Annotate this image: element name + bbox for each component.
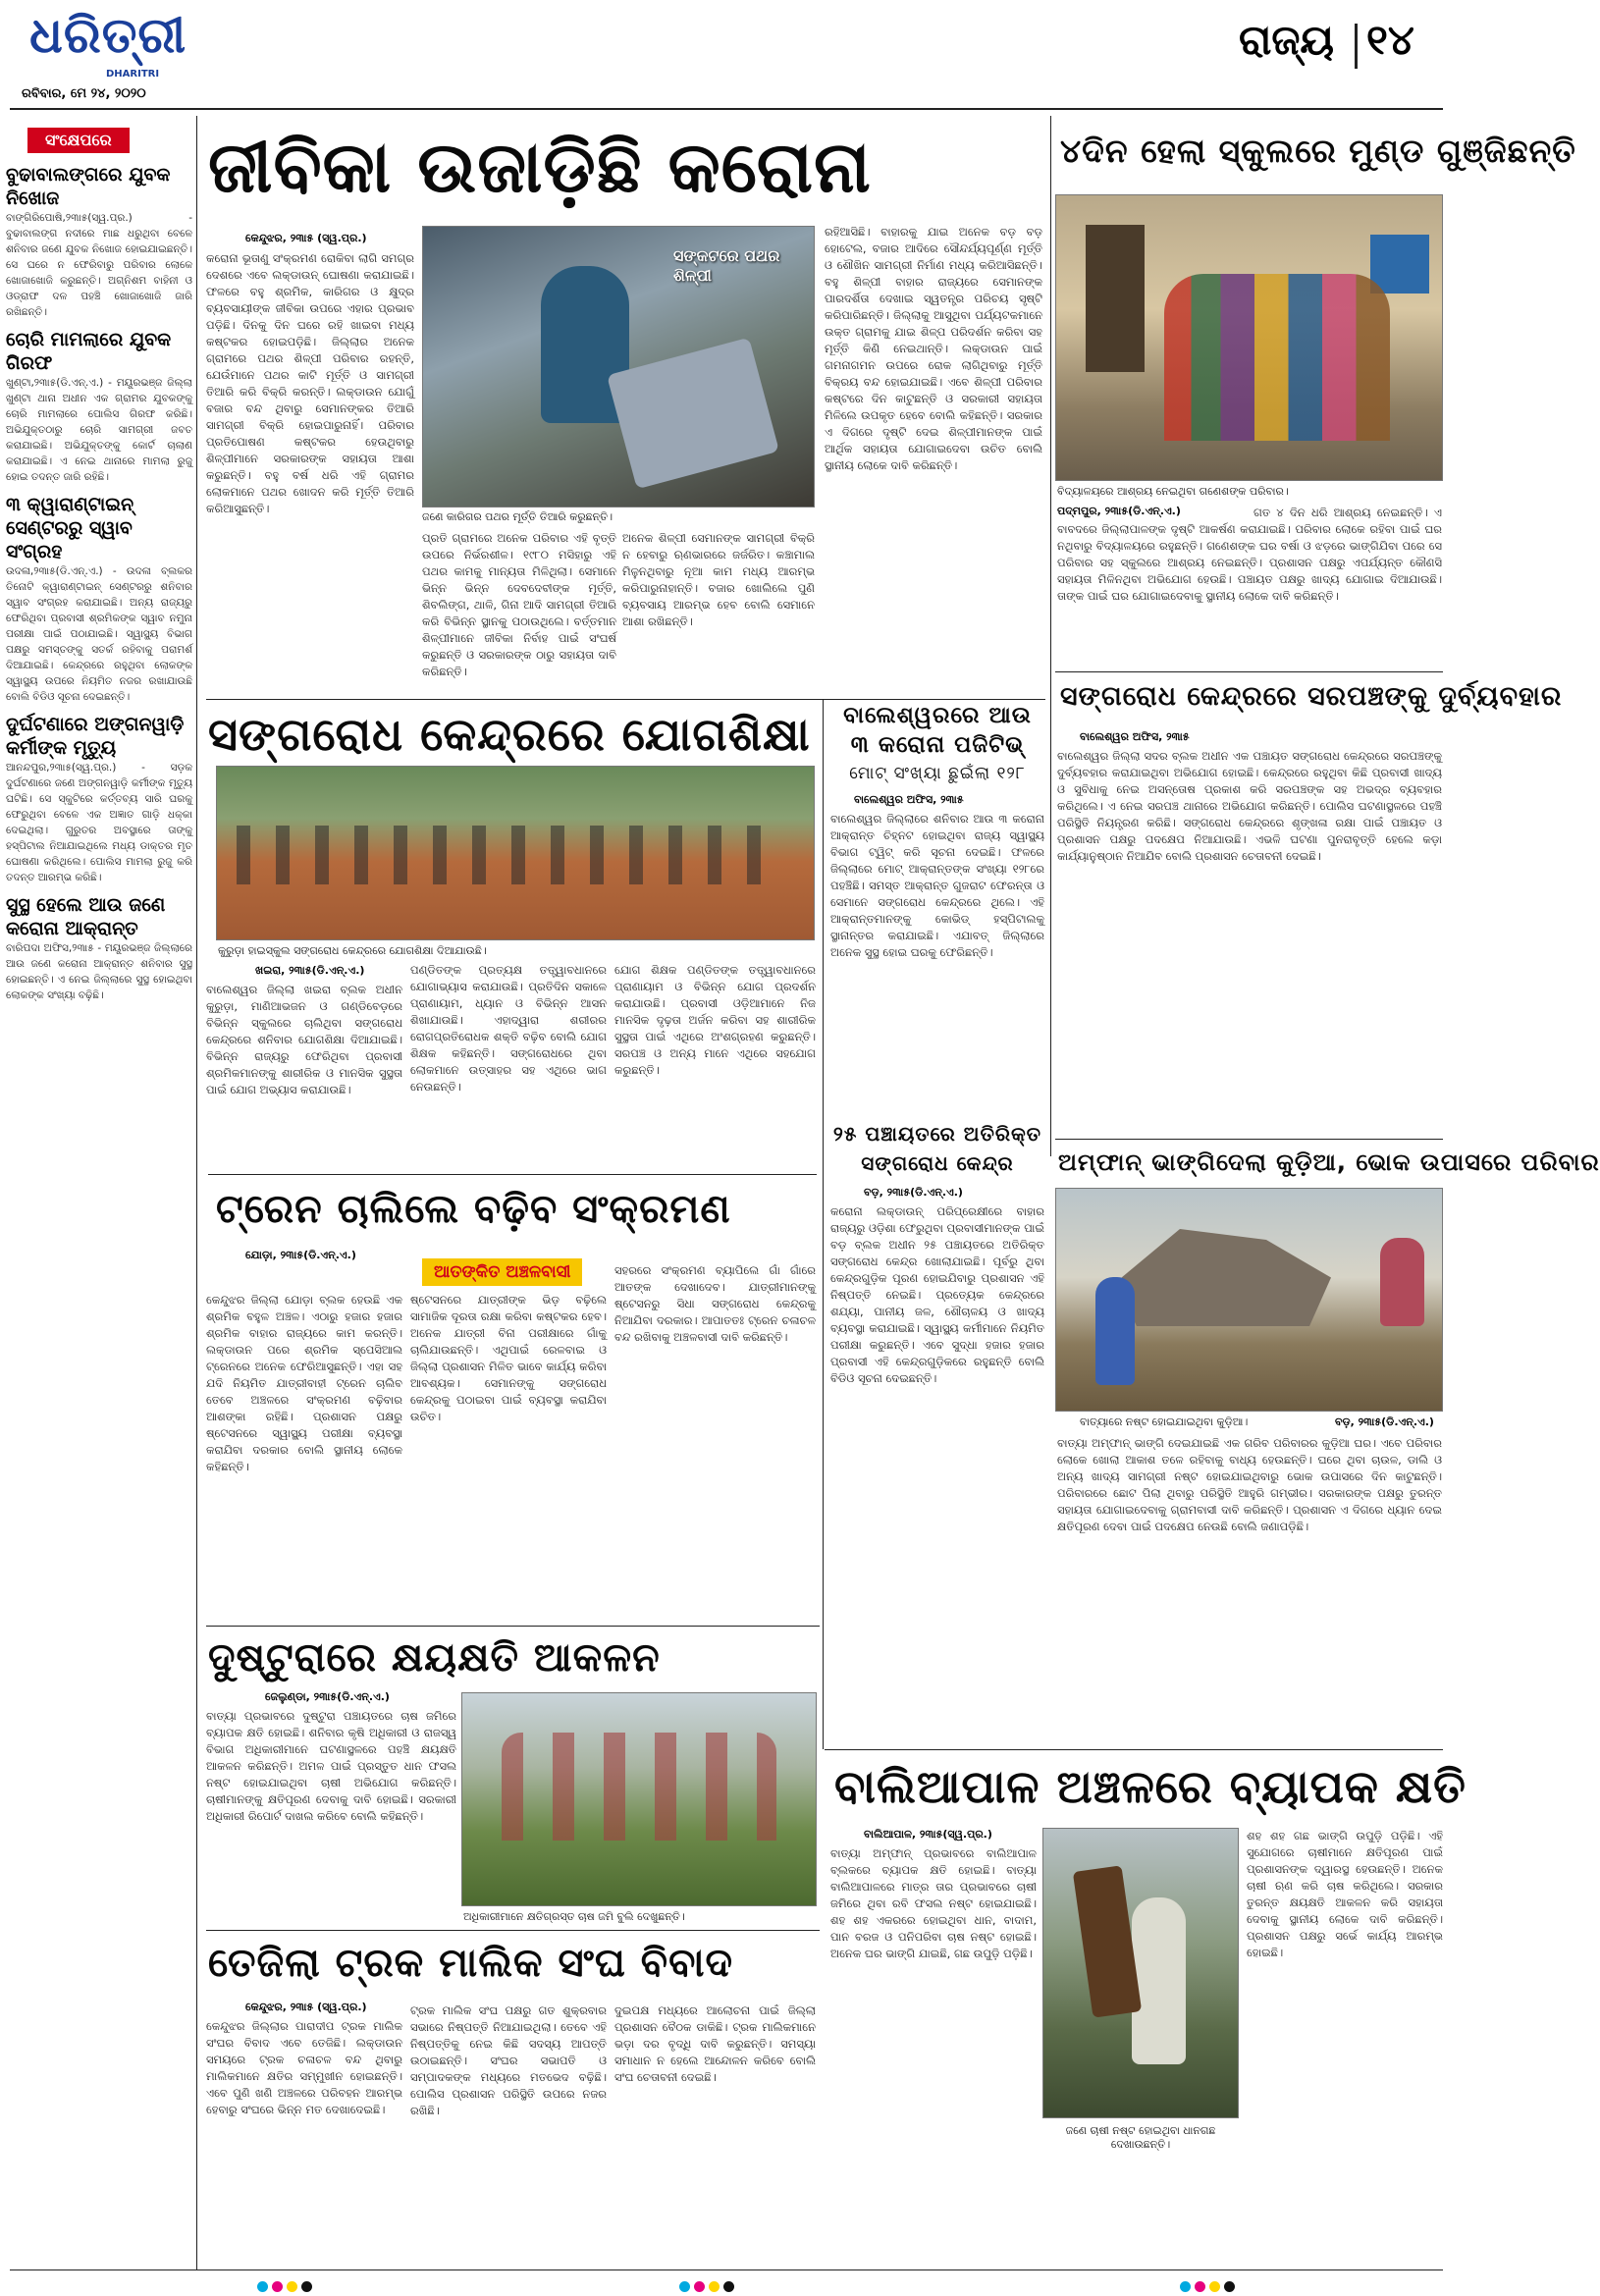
brief-text: ବାଙ୍ଗିରିପୋଷି,୨୩ା୫(ସ୍ୱ.ପ୍ର.) - ବୁଢାବାଲଙ୍ଗ ନଦୀରେ ମାଛ ଧରୁଥିବା ବେଳେ ଶନିବାର ଜଣେ ଯୁବକ ନିଖୋଜ ହୋଇଯାଇଛନ୍ତି। ସେ ଘରେ ନ ଫେରିବାରୁ ପରିବାର ଲୋକେ ଖୋଜାଖୋଜି କରୁଛନ୍ତି। ଅଗ୍ନିଶମ ବାହିନୀ ଓ ଓଡ୍ରାଫ ଦଳ ପହଞ୍ଚି ଖୋଜାଖୋଜି ଜାରି ରଖିଛନ୍ତି। [6,212,192,318]
color-dot [709,2281,720,2292]
collapsed-hut [1115,1218,1331,1326]
train-body-c: ସହରରେ ସଂକ୍ରମଣ ବ୍ୟାପିଲେ ଗାଁ ଗାଁରେ ଆତଙ୍କ ଦେଖାଦେବ। ଯାତ୍ରୀମାନଙ୍କୁ ଷ୍ଟେସନରୁ ସିଧା ସଙ୍ଗରୋଧ କେନ୍ଦ୍ରକୁ ନିଆଯିବା ଦରକାର। ଆପାତତଃ ଟ୍ରେନ ଚଳାଚଳ ବନ୍ଦ ରଖିବାକୁ ଅଞ୍ଚଳବାସୀ ଦାବି କରିଛନ୍ତି। [614,1263,816,1344]
main-dateline: କେନ୍ଦୁଝର, ୨୩ା୫ (ସ୍ୱ.ପ୍ର.) [245,232,367,244]
crop-headline: ଦୁଷ୍ଟୁରାରେ କ୍ଷୟକ୍ଷତି ଆକଳନ [208,1635,661,1681]
masthead [0,0,1450,116]
train-box [208,1174,817,1175]
yoga-body-c: ଯୋଗ ଶିକ୍ଷକ ପଣ୍ଡିତଙ୍କ ତତ୍ତ୍ୱାବଧାନରେ ପ୍ରାଣାୟାମ ଓ ବିଭିନ୍ନ ଯୋଗ ପ୍ରଦର୍ଶନ କରାଯାଉଛି। ପ୍ରବାସୀ ଓଡ଼ିଆମାନେ ନିଜ ମାନସିକ ଦୃଢ଼ତା ଅର୍ଜନ କରିବା ସହ ଶାରୀରିକ ସୁସ୍ଥତା ପାଇଁ ଏଥିରେ ଅଂଶଗ୍ରହଣ କରୁଛନ୍ତି। ସରପଞ୍ଚ ଓ ଅନ୍ୟ ମାନେ ଏଥିରେ ସହଯୋଗ କରୁଛନ୍ତି। [614,963,816,1077]
stone-carving [607,338,779,490]
sidebar-briefs [6,124,192,2264]
balasore-headline: ବାଲେଶ୍ୱରରେ ଆଉ ୩ କରୋନା ପଜିଟିଭ୍ [843,703,1032,758]
yoga-body-b: ପଣ୍ଡିତଙ୍କ ପ୍ରତ୍ୟକ୍ଷ ତତ୍ତ୍ୱାବଧାନରେ ଯୋଗାଭ୍ୟାସ କରାଯାଉଛି। ପ୍ରତିଦିନ ସକାଳେ ପ୍ରାଣାୟାମ, ଧ୍ୟାନ ଓ ବିଭିନ୍ନ ଆସନ ଶିଖାଯାଉଛି। ଏହାଦ୍ୱାରା ଶରୀରର ରୋଗପ୍ରତିରୋଧକ ଶକ୍ତି ବଢ଼ିବ ବୋଲି ଯୋଗ ଶିକ୍ଷକ କହିଛନ୍ତି। ସଙ୍ଗରୋଧରେ ଥିବା ଲୋକମାନେ ଉତ୍ସାହର ସହ ଏଥିରେ ଭାଗ ନେଉଛନ୍ତି। [410,963,607,1094]
main-body-c: ଅନେକ ଶିଳ୍ପୀ ସେମାନଙ୍କ ସାମଗ୍ରୀ ବିକ୍ରି ନ ହେବାରୁ ଋଣଭାରରେ ଜର୍ଜରିତ। କଞ୍ଚାମାଲ ମିଳୁନଥିବାରୁ ନୂଆ କାମ ମଧ୍ୟ ଆରମ୍ଭ କରିପାରୁନାହାନ୍ତି। ବଜାର ଖୋଲିଲେ ପୁଣି ବ୍ୟବସାୟ ଆରମ୍ଭ ହେବ ବୋଲି ସେମାନେ ଆଶା ରଖିଛନ୍ତି। [622,531,815,628]
brief-headline: ଦୁର୍ଘଟଣାରେ ଅଙ୍ଗନୱାଡ଼ି କର୍ମୀଙ୍କ ମୃତ୍ୟୁ [6,714,185,759]
school-board [1370,235,1429,294]
brief-text: ଉଦଳା,୨୩ା୫(ଡି.ଏନ୍.ଏ.) - ଉଦଳା ବ୍ଲକର ତିନୋଟି କ୍ୱାରାଣ୍ଟାଇନ୍ ସେଣ୍ଟରରୁ ଶନିବାର ସ୍ୱାବ ସଂଗ୍ରହ କରାଯାଇଛି। ଅନ୍ୟ ରାଜ୍ୟରୁ ଫେରିଥିବା ପ୍ରବାସୀ ଶ୍ରମିକଙ୍କ ସ୍ୱାବ ନମୁନା ପରୀକ୍ଷା ପାଇଁ ପଠାଯାଇଛି। ସ୍ୱାସ୍ଥ୍ୟ ବିଭାଗ ପକ୍ଷରୁ ସମସ୍ତଙ୍କୁ ସତର୍କ ରହିବାକୁ ପରାମର୍ଶ ଦିଆଯାଇଛି। କେନ୍ଦ୍ରରେ ରହୁଥିବା ଲୋକଙ୍କ ସ୍ୱାସ୍ଥ୍ୟ ଉପରେ ନିୟମିତ ନଜର ରଖାଯାଉଛି ବୋଲି ବିଡିଓ ସୂଚନା ଦେଇଛନ୍ତି। [6,565,192,703]
brief-text: ବାରିପଦା ଅଫିସ,୨୩ା୫ - ମୟୂରଭଞ୍ଜ ଜିଲ୍ଲାରେ ଆଉ ଜଣେ କରୋନା ଆକ୍ରାନ୍ତ ଶନିବାର ସୁସ୍ଥ ହୋଇଛନ୍ତି। ଏ ନେଇ ଜିଲ୍ଲାରେ ସୁସ୍ଥ ହୋଇଥିବା ଲୋକଙ୍କ ସଂଖ୍ୟା ବଢ଼ିଛି। [6,942,192,1001]
section-divider [1355,24,1358,69]
stone-artisan-photo [422,226,815,507]
sidebar-divider [196,116,197,2270]
sarpanch-dateline: ବାଲେଶ୍ୱର ଅଫିସ, ୨୩ା୫ [1080,730,1190,743]
section-rule [206,699,1045,700]
family-photo [1055,194,1443,481]
yoga-participants [237,826,786,884]
hut-body: ବାତ୍ୟା ଅମ୍ଫାନ୍ ଭାଙ୍ଗି ଦେଇଯାଇଛି ଏକ ଗରିବ ପରିବାରର କୁଡ଼ିଆ ଘର। ଏବେ ପରିବାର ଲୋକେ ଖୋଲା ଆକାଶ ତଳେ ରହିବାକୁ ବାଧ୍ୟ ହେଉଛନ୍ତି। ଘରେ ଥିବା ଚାଉଳ, ଡାଲି ଓ ଅନ୍ୟ ଖାଦ୍ୟ ସାମଗ୍ରୀ ନଷ୍ଟ ହୋଇଯାଇଥିବାରୁ ଭୋକ ଉପାସରେ ଦିନ କାଟୁଛନ୍ତି। ପରିବାରରେ ଛୋଟ ପିଲା ଥିବାରୁ ପରିସ୍ଥିତି ଆହୁରି ଗମ୍ଭୀର। ସରକାରଙ୍କ ପକ୍ଷରୁ ତୁରନ୍ତ ସହାୟତା ଯୋଗାଇଦେବାକୁ ଗ୍ରାମବାସୀ ଦାବି କରିଛନ୍ତି। ପ୍ରଶାସନ ଏ ଦିଗରେ ଧ୍ୟାନ ଦେଇ କ୍ଷତିପୂରଣ ଦେବା ପାଇଁ ପଦକ୍ଷେପ ନେଉଛି ବୋଲି ଜଣାପଡ଼ିଛି। [1057,1436,1442,1533]
logo: ଧରିତ୍ରୀ [29,6,187,64]
family-group [1164,274,1390,441]
baliapal-dateline: ବାଲିଆପାଳ, ୨୩ା୫(ସ୍ୱ.ପ୍ର.) [864,1828,992,1841]
panchayat-dateline: ବଡ଼, ୨୩ା୫(ଡି.ଏନ୍.ଏ.) [864,1186,963,1199]
hut-caption: ବାତ୍ୟାରେ ନଷ୍ଟ ହୋଇଯାଇଥିବା କୁଡ଼ିଆ। [1080,1415,1249,1428]
school-headline: ୪ଦିନ ହେଲା ସ୍କୁଲରେ ମୁଣ୍ଡ ଗୁଞ୍ଜିଛନ୍ତି [1060,132,1576,170]
section-rule [825,1749,1443,1750]
baliapal-caption: ଜଣେ ଚାଷୀ ନଷ୍ଟ ହୋଇଥିବା ଧାନଗଛ ଦେଖାଉଛନ୍ତି। [1065,2124,1216,2151]
school-dateline: ପଦ୍ମପୁର, ୨୩ା୫(ଡି.ଏନ୍.ଏ.) [1057,505,1181,517]
color-mark [677,2277,736,2296]
truck-dateline: କେନ୍ଦୁଝର, ୨୩ା୫ (ସ୍ୱ.ପ୍ର.) [245,2001,367,2013]
train-body-b: ଷ୍ଟେସନରେ ଯାତ୍ରୀଙ୍କ ଭିଡ଼ ବଢ଼ିଲେ ସାମାଜିକ ଦୂରତା ରକ୍ଷା କରିବା କଷ୍ଟକର ହେବ। ଅନେକ ଯାତ୍ରୀ ବିନା ପରୀକ୍ଷାରେ ଗାଁକୁ ଚାଲିଯାଉଛନ୍ତି। ଏଥିପାଇଁ ରେଳବାଇ ଓ ଜିଲ୍ଲା ପ୍ରଶାସନ ମିଳିତ ଭାବେ କାର୍ଯ୍ୟ କରିବା ଆବଶ୍ୟକ। ସେମାନଙ୍କୁ ସଙ୍ଗରୋଧ କେନ୍ଦ୍ରକୁ ପଠାଇବା ପାଇଁ ବ୍ୟବସ୍ଥା କରାଯିବା ଉଚିତ। [410,1293,607,1423]
color-dot [679,2281,690,2292]
school-caption: ବିଦ୍ୟାଳୟରେ ଆଶ୍ରୟ ନେଇଥିବା ଗଣେଶଙ୍କ ପରିବାର। [1057,485,1289,498]
color-mark [255,2277,314,2296]
column-divider [823,699,824,1749]
column-divider [1050,116,1051,1156]
truck-body-a: କେନ୍ଦୁଝର ଜିଲ୍ଲାର ପାରାଦୀପ ଟ୍ରକ ମାଲିକ ସଂଘର ବିବାଦ ଏବେ ତେଜିଛି। ଲକ୍‌ଡାଉନ ସମୟରେ ଟ୍ରକ ଚଳାଚଳ ବନ୍ଦ ଥିବାରୁ ମାଲିକମାନେ କ୍ଷତିର ସମ୍ମୁଖୀନ ହୋଇଛନ୍ତି। ଏବେ ପୁଣି ଖଣି ଅଞ୍ଚଳରେ ପରିବହନ ଆରମ୍ଭ ହେବାରୁ ସଂଘରେ ଭିନ୍ନ ମତ ଦେଖାଦେଇଛି। [206,2019,402,2116]
truck-headline: ତେଜିଲା ଟ୍ରକ ମାଲିକ ସଂଘ ବିବାଦ [208,1941,733,1986]
yoga-photo [216,766,815,940]
main-body-b: ପ୍ରତି ଗ୍ରାମରେ ଅନେକ ପରିବାର ଏହି ବୃତ୍ତି ଉପରେ ନିର୍ଭରଶୀଳ। ୧୯୮୦ ମସିହାରୁ ଏହି ପଥର କାମକୁ ମାନ୍ୟତା ମିଳିଥିଲା। ସେମାନେ ଭିନ୍ନ ଭିନ୍ନ ଦେବଦେବୀଙ୍କ ମୂର୍ତ୍ତି, ଶିବଲିଙ୍ଗ, ଥାଳି, ଗିନା ଆଦି ସାମଗ୍ରୀ ତିଆରି କରି ବିଭିନ୍ନ ସ୍ଥାନକୁ ପଠାଉଥିଲେ। ବର୍ତ୍ତମାନ ଶିଳ୍ପୀମାନେ ଜୀବିକା ନିର୍ବାହ ପାଇଁ ସଂଘର୍ଷ କରୁଛନ୍ତି ଓ ସରକାରଙ୍କ ଠାରୁ ସହାୟତା ଦାବି କରିଛନ୍ତି। [422,531,616,678]
color-dot [1209,2281,1220,2292]
main-caption: ଜଣେ କାରିଗର ପଥର ମୂର୍ତ୍ତି ତିଆରି କରୁଛନ୍ତି। [422,510,613,523]
masthead-date: ରବିବାର, ମେ ୨୪, ୨୦୨୦ [22,86,146,101]
school-body: ଗତ ୪ ଦିନ ଧରି ଆଶ୍ରୟ ନେଇଛନ୍ତି। ଏ ବାବଦରେ ଜିଲ୍ଲାପାଳଙ୍କ ଦୃଷ୍ଟି ଆକର୍ଷଣ କରାଯାଇଛି। ପରିବାର ଲୋକେ ରହିବା ପାଇଁ ଘର ନଥିବାରୁ ବିଦ୍ୟାଳୟରେ ରହୁଛନ୍ତି। ଗଣେଶଙ୍କ ଘର ବର୍ଷା ଓ ଝଡ଼ରେ ଭାଙ୍ଗିଯିବା ପରେ ସେ ପରିବାର ସହ ସ୍କୁଲରେ ଆଶ୍ରୟ ନେଇଛନ୍ତି। ପ୍ରଶାସନ ପକ୍ଷରୁ ଏପର୍ଯ୍ୟନ୍ତ କୌଣସି ସହାୟତା ମିଳିନଥିବା ଅଭିଯୋଗ ହେଉଛି। ପଞ୍ଚାୟତ ପକ୍ଷରୁ ଖାଦ୍ୟ ଯୋଗାଇ ଦିଆଯାଉଛି। ତାଙ୍କ ପାଇଁ ଘର ଯୋଗାଇଦେବାକୁ ସ୍ଥାନୀୟ ଲୋକେ ଦାବି କରିଛନ୍ତି। [1057,506,1442,603]
color-dot [694,2281,705,2292]
school-door [1086,225,1145,372]
baliapal-body-b: ଶହ ଶହ ଗଛ ଭାଙ୍ଗି ଉପୁଡ଼ି ପଡ଼ିଛି। ଏହି ସୁଯୋଗରେ ଚାଷୀମାନେ କ୍ଷତିପୂରଣ ପାଇଁ ପ୍ରଶାସନଙ୍କ ଦ୍ୱାରସ୍ଥ ହେଉଛନ୍ତି। ଅନେକ ଚାଷୀ ଋଣ କରି ଚାଷ କରିଥିଲେ। ସରକାର ତୁରନ୍ତ କ୍ଷୟକ୍ଷତି ଆକଳନ କରି ସହାୟତା ଦେବାକୁ ସ୍ଥାନୀୟ ଲୋକେ ଦାବି କରିଛନ୍ତି। ପ୍ରଶାସନ ପକ୍ଷରୁ ସର୍ଭେ କାର୍ଯ୍ୟ ଆରମ୍ଭ ହୋଇଛି। [1247,1829,1443,1959]
sarpanch-headline: ସଙ୍ଗରୋଧ କେନ୍ଦ୍ରରେ ସରପଞ୍ଚଙ୍କୁ ଦୁର୍ବ୍ୟବହାର [1060,681,1563,712]
brief-headline: ୩ କ୍ୱାରାଣ୍ଟାଇନ୍ ସେଣ୍ଟରରୁ ସ୍ୱାବ ସଂଗ୍ରହ [6,494,134,562]
color-dot [287,2281,297,2292]
truck-body-b: ଟ୍ରକ ମାଲିକ ସଂଘ ପକ୍ଷରୁ ଗତ ଶୁକ୍ରବାର ସଭାରେ ନିଷ୍ପତ୍ତି ନିଆଯାଇଥିଲା। ତେବେ ଏହି ନିଷ୍ପତ୍ତିକୁ ନେଇ କିଛି ସଦସ୍ୟ ଆପତ୍ତି ଉଠାଇଛନ୍ତି। ସଂଘର ସଭାପତି ଓ ସମ୍ପାଦକଙ୍କ ମଧ୍ୟରେ ମତଭେଦ ବଢ଼ିଛି। ପୋଲିସ ପ୍ରଶାସନ ପରିସ୍ଥିତି ଉପରେ ନଜର ରଖିଛି। [410,2003,607,2117]
balasore-body: ବାଲେଶ୍ୱର ଜିଲ୍ଲାରେ ଶନିବାର ଆଉ ୩ କରୋନା ଆକ୍ରାନ୍ତ ଚିହ୍ନଟ ହୋଇଥିବା ରାଜ୍ୟ ସ୍ୱାସ୍ଥ୍ୟ ବିଭାଗ ଟ୍ୱିଟ୍ କରି ସୂଚନା ଦେଇଛି। ଫଳରେ ଜିଲ୍ଲାରେ ମୋଟ୍ ଆକ୍ରାନ୍ତଙ୍କ ସଂଖ୍ୟା ୧୨୮ରେ ପହଞ୍ଚିଛି। ସମସ୍ତ ଆକ୍ରାନ୍ତ ଗୁଜରାଟ ଫେରନ୍ତା ଓ ସେମାନେ ସଙ୍ଗରୋଧ କେନ୍ଦ୍ରରେ ଥିଲେ। ଏହି ଆକ୍ରାନ୍ତମାନଙ୍କୁ କୋଭିଡ୍ ହସ୍ପିଟାଲକୁ ସ୍ଥାନାନ୍ତର କରାଯାଇଛି। ଏଯାବତ୍ ଜିଲ୍ଲାରେ ଅନେକ ସୁସ୍ଥ ହୋଇ ଘରକୁ ଫେରିଛନ୍ତି। [830,812,1044,959]
sarpanch-body: ବାଲେଶ୍ୱର ଜିଲ୍ଲା ସଦର ବ୍ଲକ ଅଧୀନ ଏକ ପଞ୍ଚାୟତ ସଙ୍ଗରୋଧ କେନ୍ଦ୍ରରେ ସରପଞ୍ଚଙ୍କୁ ଦୁର୍ବ୍ୟବହାର କରାଯାଇଥିବା ଅଭିଯୋଗ ହୋଇଛି। କେନ୍ଦ୍ରରେ ରହୁଥିବା କିଛି ପ୍ରବାସୀ ଖାଦ୍ୟ ଓ ସୁବିଧାକୁ ନେଇ ଅସନ୍ତୋଷ ପ୍ରକାଶ କରି ସରପଞ୍ଚଙ୍କ ସହ ଅଭଦ୍ର ବ୍ୟବହାର କରିଥିଲେ। ଏ ନେଇ ସରପଞ୍ଚ ଥାନାରେ ଅଭିଯୋଗ କରିଛନ୍ତି। ପୋଲିସ ଘଟଣାସ୍ଥଳରେ ପହଞ୍ଚି ପରିସ୍ଥିତି ନିୟନ୍ତ୍ରଣ କରିଛି। ସଙ୍ଗରୋଧ କେନ୍ଦ୍ରରେ ଶୃଙ୍ଖଳା ରକ୍ଷା ପାଇଁ ପଞ୍ଚାୟତ ଓ ପ୍ରଶାସନ ପକ୍ଷରୁ ପଦକ୍ଷେପ ନିଆଯାଉଛି। ଏଭଳି ଘଟଣା ପୁନରାବୃତ୍ତି ହେଲେ କଡ଼ା କାର୍ଯ୍ୟାନୁଷ୍ଠାନ ନିଆଯିବ ବୋଲି ପ୍ରଶାସନ ଚେତାବନୀ ଦେଇଛି। [1057,749,1442,863]
hut-headline: ଅମ୍ଫାନ୍ ଭାଙ୍ଗିଦେଲା କୁଡ଼ିଆ, ଭୋକ ଉପାସରେ ପରିବାର [1058,1148,1600,1176]
balasore-dateline: ବାଲେଶ୍ୱର ଅଫିସ, ୨୩ା୫ [854,793,964,806]
paddy-bundle [1073,1865,1142,2017]
section-rule [1055,1139,1443,1140]
train-headline: ଟ୍ରେନ ଚାଲିଲେ ବଢ଼ିବ ସଂକ୍ରମଣ [216,1187,731,1232]
train-body-a: କେନ୍ଦୁଝର ଜିଲ୍ଲା ଯୋଡ଼ା ବ୍ଲକ ହେଉଛି ଏକ ଶ୍ରମିକ ବହୁଳ ଅଞ୍ଚଳ। ଏଠାରୁ ହଜାର ହଜାର ଶ୍ରମିକ ବାହାର ରାଜ୍ୟରେ କାମ କରନ୍ତି। ଲକ୍‌ଡାଉନ ପରେ ଶ୍ରମିକ ସ୍ପେସିଆଲ ଟ୍ରେନରେ ଅନେକ ଫେରିଆସୁଛନ୍ତି। ଏହା ସହ ଯଦି ନିୟମିତ ଯାତ୍ରୀବାହୀ ଟ୍ରେନ ଚାଲିବ ତେବେ ଅଞ୍ଚଳରେ ସଂକ୍ରମଣ ବଢ଼ିବାର ଆଶଙ୍କା ରହିଛି। ପ୍ରଶାସନ ପକ୍ଷରୁ ଷ୍ଟେସନରେ ସ୍ୱାସ୍ଥ୍ୟ ପରୀକ୍ଷା ବ୍ୟବସ୍ଥା କରାଯିବା ଦରକାର ବୋଲି ସ୍ଥାନୀୟ ଲୋକେ କହିଛନ୍ତି। [206,1293,402,1473]
yoga-dateline: ଖଇରା, ୨୩ା୫(ଡି.ଏନ୍.ଏ.) [255,964,365,977]
briefs-label: ସଂକ୍ଷେପରେ [27,128,130,153]
color-dot [301,2281,312,2292]
page-number: ୧୪ [1366,16,1414,64]
registration-marks [0,2277,1450,2293]
main-body: କରୋନା ଭୂତାଣୁ ସଂକ୍ରମଣ ରୋକିବା ଲାଗି ସମଗ୍ର ଦେଶରେ ଏବେ ଲକ୍‌ଡାଉନ୍ ଘୋଷଣା କରାଯାଇଛି। ଫଳରେ ବହୁ ଶ୍ରମିକ, କାରିଗର ଓ କ୍ଷୁଦ୍ର ବ୍ୟବସାୟୀଙ୍କ ଜୀବିକା ଉପରେ ଏହାର ପ୍ରଭାବ ପଡ଼ିଛି। ଦିନକୁ ଦିନ ଘରେ ରହି ଖାଇବା ମଧ୍ୟ କଷ୍ଟକର ହୋଇପଡ଼ିଛି। ଜିଲ୍ଲାର ଅନେକ ଗ୍ରାମରେ ପଥର ଶିଳ୍ପୀ ପରିବାର ରହନ୍ତି, ଯେଉଁମାନେ ପଥର କାଟି ମୂର୍ତ୍ତି ଓ ସାମଗ୍ରୀ ତିଆରି କରି ବିକ୍ରି କରନ୍ତି। ଲକ୍‌ଡାଉନ ଯୋଗୁଁ ବଜାର ବନ୍ଦ ଥିବାରୁ ସେମାନଙ୍କର ତିଆରି ସାମଗ୍ରୀ ବିକ୍ରି ହୋଇପାରୁନାହିଁ। ପରିବାର ପ୍ରତିପୋଷଣ କଷ୍ଟକର ହେଉଥିବାରୁ ଶିଳ୍ପୀମାନେ ସରକାରଙ୍କ ସହାୟତା ଆଶା କରୁଛନ୍ତି। ବହୁ ବର୍ଷ ଧରି ଏହି ଗ୍ରାମର ଲୋକମାନେ ପଥର ଖୋଦନ କରି ମୂର୍ତ୍ତି ତିଆରି କରିଆସୁଛନ୍ତି। [206,251,414,515]
color-dot [1195,2281,1205,2292]
yoga-body-a: ବାଲେଶ୍ୱର ଜିଲ୍ଲା ଖଇରା ବ୍ଲକ ଅଧୀନ କୁରୁଡ଼ା, ମାଣିଆଭଜନ ଓ ଗଣ୍ଡିବେଡ଼ରେ ବିଭିନ୍ନ ସ୍କୁଲରେ ଚାଲିଥିବା ସଙ୍ଗରୋଧ କେନ୍ଦ୍ରରେ ଶନିବାର ଯୋଗଶିକ୍ଷା ଦିଆଯାଇଛି। ବିଭିନ୍ନ ରାଜ୍ୟରୁ ଫେରିଥିବା ପ୍ରବାସୀ ଶ୍ରମିକମାନଙ୍କୁ ଶାରୀରିକ ଓ ମାନସିକ ସୁସ୍ଥତା ପାଇଁ ଯୋଗ ଅଭ୍ୟାସ କରାଯାଉଛି। [206,983,402,1096]
brief-headline: ଚୋରି ମାମଲାରେ ଯୁବକ ଗିରଫ [6,329,172,374]
brief-text: ଖୁଣ୍ଟା,୨୩ା୫(ଡି.ଏନ୍.ଏ.) - ମୟୂରଭଞ୍ଜ ଜିଲ୍ଲା ଖୁଣ୍ଟା ଥାନା ଅଧୀନ ଏକ ଗ୍ରାମର ଯୁବକଙ୍କୁ ଚୋରି ମାମଲାରେ ପୋଲିସ ଗିରଫ କରିଛି। ଅଭିଯୁକ୍ତଠାରୁ ଚୋରି ସାମଗ୍ରୀ ଜବତ କରାଯାଇଛି। ଅଭିଯୁକ୍ତଙ୍କୁ କୋର୍ଟ ଚାଲାଣ କରାଯାଇଛି। ଏ ନେଇ ଥାନାରେ ମାମଲା ରୁଜୁ ହୋଇ ତଦନ୍ତ ଜାରି ରହିଛି। [6,377,192,483]
yoga-caption: କୁରୁଡ଼ା ହାଇସ୍କୁଲ ସଙ୍ଗରୋଧ କେନ୍ଦ୍ରରେ ଯୋଗଶିକ୍ଷା ଦିଆଯାଉଛି। [218,944,487,957]
brief-headline: ସୁସ୍ଥ ହେଲେ ଆଉ ଜଣେ କରୋନା ଆକ୍ରାନ୍ତ [6,894,166,939]
footer-rule [10,2269,1443,2270]
section-rule [206,1930,820,1931]
crop-photo [461,1692,817,1906]
color-dot [272,2281,283,2292]
baliapal-body-a: ବାତ୍ୟା ଅମ୍ଫାନ୍ ପ୍ରଭାବରେ ବାଲିଆପାଳ ବ୍ଲକରେ ବ୍ୟାପକ କ୍ଷତି ହୋଇଛି। ବାତ୍ୟା ବାଲିଆପାଳରେ ମାତ୍ର ତାର ପ୍ରଭାବରେ ଚାଷୀ ଜମିରେ ଥିବା ରବି ଫସଲ ନଷ୍ଟ ହୋଇଯାଇଛି। ଶହ ଶହ ଏକରରେ ହୋଇଥିବା ଧାନ, ବାଦାମ, ପାନ ବରଜ ଓ ପନିପରିବା ଚାଷ ନଷ୍ଟ ହୋଇଛି। ଅନେକ ଘର ଭାଙ୍ଗି ଯାଇଛି, ଗଛ ଉପୁଡ଼ି ପଡ଼ିଛି। [830,1846,1037,1960]
train-label: ଆତଙ୍କିତ ଅଞ୍ଚଳବାସୀ [422,1258,582,1286]
color-dot [1224,2281,1235,2292]
logo-subtitle: DHARITRI [106,69,160,80]
section-rule [1055,671,1443,672]
section-rule [206,1626,820,1627]
crop-dateline: ଜେଲୁଣ୍ଡା, ୨୩ା୫(ଡି.ଏନ୍.ଏ.) [265,1690,390,1703]
brief-headline: ବୁଢାବାଲଙ୍ଗରେ ଯୁବକ ନିଖୋଜ [6,164,171,209]
farmer-photo [1042,1828,1239,2118]
hut-dateline: ବଡ଼, ୨୩ା୫(ଡି.ଏନ୍.ଏ.) [1335,1415,1434,1428]
main-headline: ଜୀବିକା ଉଜାଡ଼ିଛି କରୋନା [208,126,872,208]
masthead-rule [10,108,1443,110]
color-mark [1178,2277,1237,2296]
hut-photo [1055,1188,1443,1412]
truck-body-c: ଦୁଇପକ୍ଷ ମଧ୍ୟରେ ଆଲୋଚନା ପାଇଁ ଜିଲ୍ଲା ପ୍ରଶାସନ ବୈଠକ ଡାକିଛି। ଟ୍ରକ ମାଲିକମାନେ ଭଡ଼ା ଦର ବୃଦ୍ଧି ଦାବି କରୁଛନ୍ତି। ସମସ୍ୟା ସମାଧାନ ନ ହେଲେ ଆନ୍ଦୋଳନ କରିବେ ବୋଲି ସଂଘ ଚେତାବନୀ ଦେଇଛି। [614,2003,816,2084]
color-dot [723,2281,734,2292]
farmer-figure [1132,1897,1186,2064]
balasore-subhead: ମୋଟ୍ ସଂଖ୍ୟା ଛୁଇଁଲା ୧୨୮ [849,764,1026,783]
crop-body: ବାତ୍ୟା ପ୍ରଭାବରେ ଦୁଷ୍ଟୁରା ପଞ୍ଚାୟତରେ ଚାଷ ଜମିରେ ବ୍ୟାପକ କ୍ଷତି ହୋଇଛି। ଶନିବାର କୃଷି ଅଧିକାରୀ ଓ ରାଜସ୍ୱ ବିଭାଗ ଅଧିକାରୀମାନେ ଘଟଣାସ୍ଥଳରେ ପହଞ୍ଚି କ୍ଷୟକ୍ଷତି ଆକଳନ କରିଛନ୍ତି। ଅମଳ ପାଇଁ ପ୍ରସ୍ତୁତ ଧାନ ଫସଲ ନଷ୍ଟ ହୋଇଯାଇଥିବା ଚାଷୀ ଅଭିଯୋଗ କରିଛନ୍ତି। ଚାଷୀମାନଙ୍କୁ କ୍ଷତିପୂରଣ ଦେବାକୁ ଦାବି ହୋଇଛି। ସରକାରୀ ଅଧିକାରୀ ରିପୋର୍ଟ ଦାଖଲ କରିବେ ବୋଲି କହିଛନ୍ତି। [206,1709,456,1823]
color-dot [1180,2281,1191,2292]
color-dot [257,2281,268,2292]
train-dateline: ଯୋଡ଼ା, ୨୩ା୫(ଡି.ଏନ୍.ଏ.) [245,1249,356,1261]
yoga-headline: ସଙ୍ଗରୋଧ କେନ୍ଦ୍ରରେ ଯୋଗଶିକ୍ଷା [208,708,811,761]
panchayat-headline: ୨୫ ପଞ୍ଚାୟତରେ ଅତିରିକ୍ତ ସଙ୍ଗରୋଧ କେନ୍ଦ୍ର [832,1122,1042,1175]
section-title: ରାଜ୍ୟ [1239,16,1335,64]
woman-figure [1380,1238,1424,1326]
crop-caption: ଅଧିକାରୀମାନେ କ୍ଷତିଗ୍ରସ୍ତ ଚାଷ ଜମି ବୁଲି ଦେଖୁଛନ୍ତି। [463,1910,685,1923]
officials-group [502,1733,776,1841]
brief-text: ଆନନ୍ଦପୁର,୨୩ା୫(ସ୍ୱ.ପ୍ର.) - ସଡ଼କ ଦୁର୍ଘଟଣାରେ ଜଣେ ଅଙ୍ଗନୱାଡ଼ି କର୍ମୀଙ୍କ ମୃତ୍ୟୁ ଘଟିଛି। ସେ ସ୍କୁଟିରେ କର୍ତ୍ତବ୍ୟ ସାରି ଘରକୁ ଫେରୁଥିବା ବେଳେ ଏକ ଅଜ୍ଞାତ ଗାଡ଼ି ଧକ୍କା ଦେଇଥିଲା। ଗୁରୁତର ଅବସ୍ଥାରେ ତାଙ୍କୁ ହସ୍ପିଟାଲ ନିଆଯାଇଥିଲେ ମଧ୍ୟ ଡାକ୍ତର ମୃତ ଘୋଷଣା କରିଥିଲେ। ପୋଲିସ ମାମଲା ରୁଜୁ କରି ତଦନ୍ତ ଆରମ୍ଭ କରିଛି। [6,762,192,883]
panchayat-body: କରୋନା ଲକ୍‌ଡାଉନ୍ ପରିପ୍ରେକ୍ଷୀରେ ବାହାର ରାଜ୍ୟରୁ ଓଡ଼ିଶା ଫେରୁଥିବା ପ୍ରବାସୀମାନଙ୍କ ପାଇଁ ବଡ଼ ବ୍ଲକ ଅଧୀନ ୨୫ ପଞ୍ଚାୟତରେ ଅତିରିକ୍ତ ସଙ୍ଗରୋଧ କେନ୍ଦ୍ର ଖୋଲାଯାଇଛି। ପୂର୍ବରୁ ଥିବା କେନ୍ଦ୍ରଗୁଡ଼ିକ ପୂରଣ ହୋଇଯିବାରୁ ପ୍ରଶାସନ ଏହି ନିଷ୍ପତ୍ତି ନେଇଛି। ପ୍ରତ୍ୟେକ କେନ୍ଦ୍ରରେ ଶଯ୍ୟା, ପାନୀୟ ଜଳ, ଶୌଚାଳୟ ଓ ଖାଦ୍ୟ ବ୍ୟବସ୍ଥା କରାଯାଇଛି। ସ୍ୱାସ୍ଥ୍ୟ କର୍ମୀମାନେ ନିୟମିତ ପରୀକ୍ଷା କରୁଛନ୍ତି। ଏବେ ସୁଦ୍ଧା ହଜାର ହଜାର ପ୍ରବାସୀ ଏହି କେନ୍ଦ୍ରଗୁଡ଼ିକରେ ରହୁଛନ୍ତି ବୋଲି ବିଡିଓ ସୂଚନା ଦେଇଛନ୍ତି। [830,1204,1044,1385]
baliapal-headline: ବାଲିଆପାଳ ଅଞ୍ଚଳରେ ବ୍ୟାପକ କ୍ଷତି [834,1760,1467,1813]
main-body-d: ରହିଆସିଛି। ବାହାରକୁ ଯାଇ ଅନେକ ବଡ଼ ବଡ଼ ହୋଟେଲ, ବଜାର ଆଦିରେ ସୌନ୍ଦର୍ଯ୍ୟପୂର୍ଣ୍ଣ ମୂର୍ତ୍ତି ଓ ଶୌଖିନ ସାମଗ୍ରୀ ନିର୍ମାଣ ମଧ୍ୟ କରିଆସିଛନ୍ତି। ବହୁ ଶିଳ୍ପୀ ବାହାର ରାଜ୍ୟରେ ସେମାନଙ୍କ ପାରଦର୍ଶିତା ଦେଖାଇ ସ୍ୱତନ୍ତ୍ର ପରିଚୟ ସୃଷ୍ଟି କରିପାରିଛନ୍ତି। ଜିଲ୍ଲାକୁ ଆସୁଥିବା ପର୍ଯ୍ୟଟକମାନେ ଉକ୍ତ ଗ୍ରାମକୁ ଯାଇ ଶିଳ୍ପ ପରିଦର୍ଶନ କରିବା ସହ ମୂର୍ତ୍ତି କିଣି ନେଇଥାନ୍ତି। ଲକ୍‌ଡାଉନ ପାଇଁ ଗମନାଗମନ ଉପରେ ରୋକ ଲାଗିଥିବାରୁ ମୂର୍ତ୍ତି ବିକ୍ରୟ ବନ୍ଦ ହୋଇଯାଇଛି। ଏବେ ଶିଳ୍ପୀ ପରିବାର କଷ୍ଟରେ ଦିନ କାଟୁଛନ୍ତି ଓ ସରକାରୀ ସହାୟତା ମିଳିଲେ ଉପକୃତ ହେବେ ବୋଲି କହିଛନ୍ତି। ସରକାର ଏ ଦିଗରେ ଦୃଷ୍ଟି ଦେଇ ଶିଳ୍ପୀମାନଙ୍କ ପାଇଁ ଆର୍ଥିକ ସହାୟତା ଯୋଗାଇଦେବା ଉଚିତ ବୋଲି ସ୍ଥାନୀୟ ଲୋକେ ଦାବି କରିଛନ୍ତି। [825,225,1042,472]
child-figure [1095,1277,1135,1385]
photo-label: ସଙ୍କଟରେ ପଥର ଶିଳ୍ପୀ [673,246,780,285]
